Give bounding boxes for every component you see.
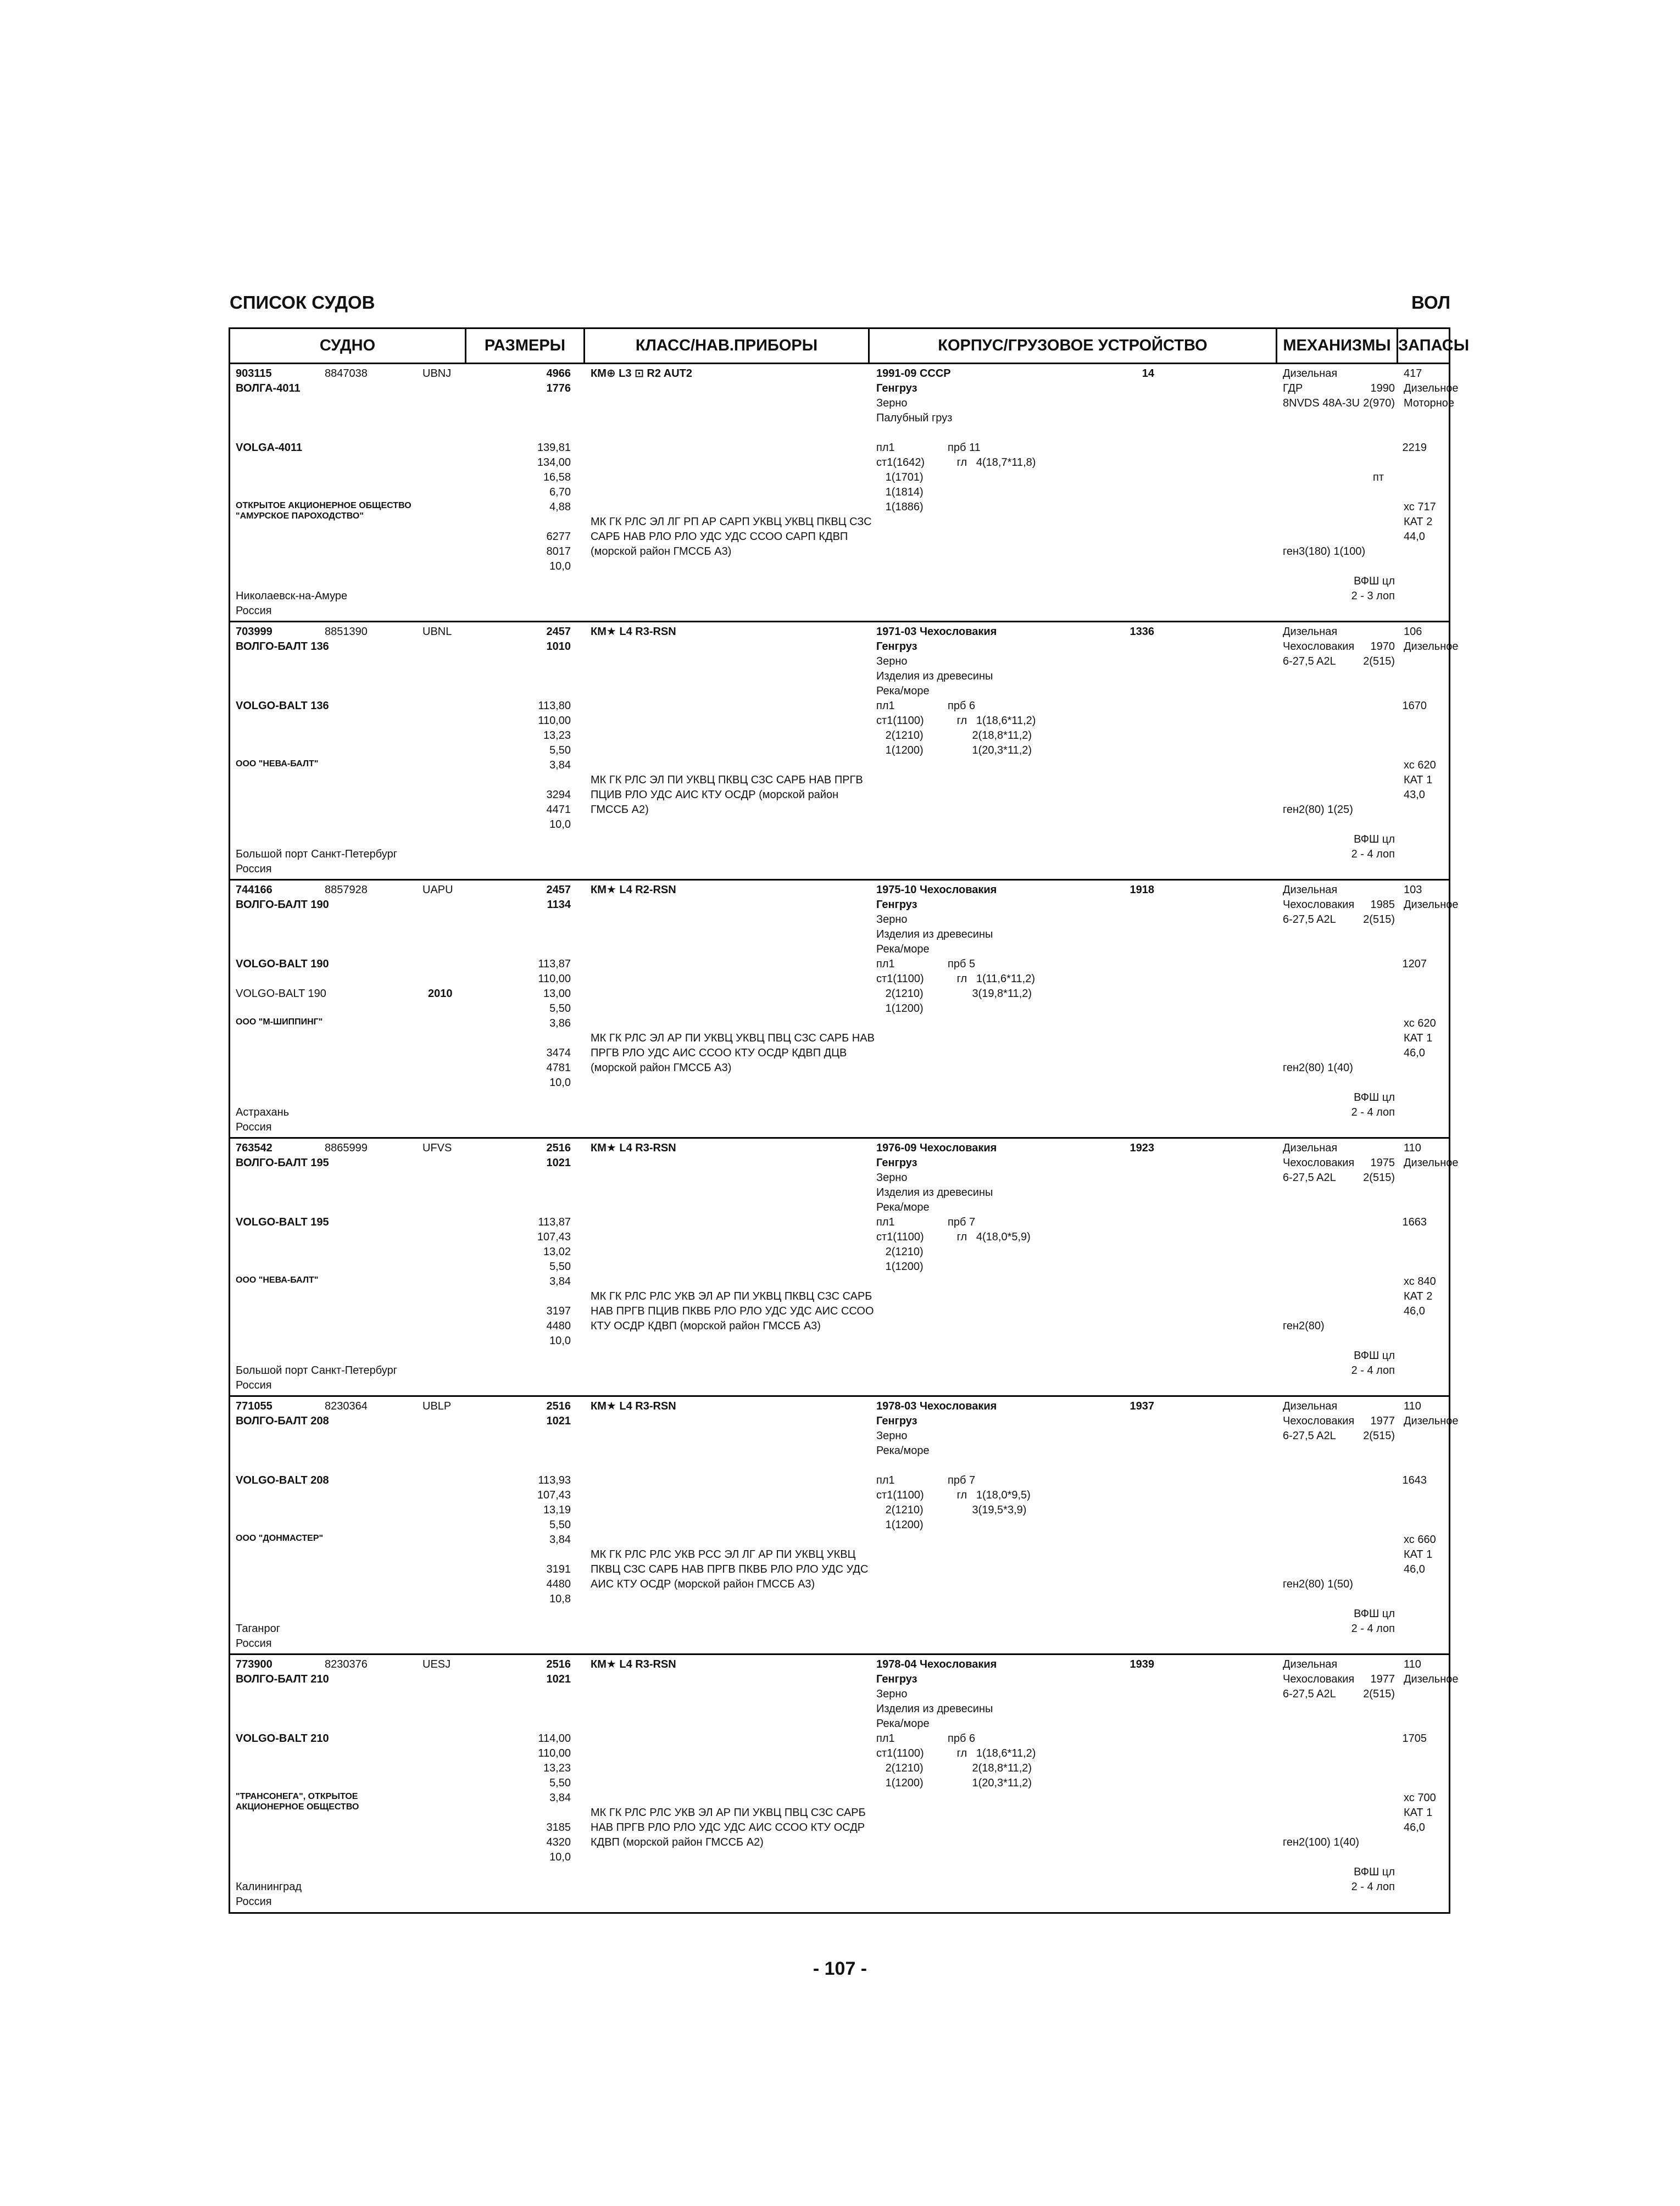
engine-year: 1985 bbox=[1370, 899, 1395, 911]
call-sign: UFVS bbox=[422, 1142, 452, 1154]
navigation-equipment: МК ГК РЛС ЭЛ АР ПИ УКВЦ УКВЦ ПВЦ СЗС САРБ НАВ ПРГВ РЛО УДС АИС ССОО КТУ ОСДР КДВП ДЦВ (морской район ГМССБ А3) bbox=[591, 1032, 875, 1074]
holds-capacity: пл1 ст1(1642) 1(1701) 1(1814) 1(1886) bbox=[876, 442, 925, 513]
cargo-types: Зерно Изделия из древесины Река/море bbox=[876, 1688, 993, 1730]
stores-value: 110 bbox=[1404, 1658, 1421, 1670]
propeller: ВФШ цл 2 - 4 лоп bbox=[1351, 833, 1395, 860]
propeller: ВФШ цл 2 - 4 лоп bbox=[1351, 1608, 1395, 1635]
gross-tonnage: 2516 bbox=[546, 1142, 571, 1154]
fuel-type: Дизельное bbox=[1404, 1157, 1459, 1169]
home-port: Большой порт Санкт-Петербург bbox=[236, 1364, 398, 1377]
column-header-hull: КОРПУС/ГРУЗОВОЕ УСТРОЙСТВО bbox=[870, 329, 1277, 363]
gross-tonnage: 2516 bbox=[546, 1658, 571, 1670]
ship-record bbox=[230, 1655, 1459, 1913]
stores-value: 106 bbox=[1404, 626, 1422, 638]
fuel-capacity: 1670 bbox=[1402, 700, 1427, 712]
hatch-sizes: прб 6 гл 1(18,6*11,2) 2(18,8*11,2) 1(20,3*11,2) bbox=[948, 1733, 1036, 1789]
net-tonnage: 1021 bbox=[546, 1415, 571, 1427]
generators: ген2(80) 1(50) bbox=[1283, 1578, 1353, 1590]
hull-type: Генгруз bbox=[876, 382, 917, 394]
engine-year: 1990 bbox=[1370, 382, 1395, 394]
propeller: ВФШ цл 2 - 4 лоп bbox=[1351, 1350, 1395, 1377]
engine-country: Чехословакия bbox=[1283, 899, 1355, 911]
speed-class: хс 700 КАТ 1 46,0 bbox=[1404, 1792, 1436, 1834]
imo-number: 8851390 bbox=[325, 626, 368, 638]
holds-capacity: пл1 ст1(1100) 2(1210) 1(1200) bbox=[876, 700, 924, 756]
registry-number: 773900 bbox=[236, 1658, 272, 1670]
stores-value: 110 bbox=[1404, 1400, 1421, 1412]
registry-number: 771055 bbox=[236, 1400, 272, 1412]
propeller: ВФШ цл 2 - 4 лоп bbox=[1351, 1866, 1395, 1893]
call-sign: UESJ bbox=[422, 1658, 451, 1670]
build-number: 1918 bbox=[1130, 884, 1154, 896]
registry-number: 763542 bbox=[236, 1142, 272, 1154]
build-info: 1978-04 Чехословакия bbox=[876, 1658, 997, 1670]
cargo-types: Зерно Изделия из древесины Река/море bbox=[876, 655, 993, 697]
column-header-ship: СУДНО bbox=[230, 329, 466, 363]
generators: ген2(80) 1(40) bbox=[1283, 1062, 1353, 1074]
gross-tonnage: 2457 bbox=[546, 884, 571, 896]
engine-power: 2(515) bbox=[1363, 1688, 1395, 1700]
generators: ген2(80) 1(25) bbox=[1283, 804, 1353, 816]
column-header-dimensions: РАЗМЕРЫ bbox=[466, 329, 585, 363]
generators: ген2(80) bbox=[1283, 1320, 1325, 1332]
ship-owner: ООО "ДОНМАСТЕР" bbox=[236, 1534, 324, 1543]
deadweight: 3197 4480 10,0 bbox=[546, 1305, 571, 1347]
speed-class: хс 620 КАТ 1 46,0 bbox=[1404, 1017, 1436, 1059]
hatch-sizes: прб 7 гл 4(18,0*5,9) bbox=[948, 1216, 1031, 1243]
engine-type: Дизельная bbox=[1283, 1658, 1338, 1670]
home-port: Николаевск-на-Амуре bbox=[236, 590, 348, 602]
fuel-capacity: 1705 bbox=[1402, 1733, 1427, 1745]
hull-type: Генгруз bbox=[876, 640, 917, 653]
imo-number: 8865999 bbox=[325, 1142, 368, 1154]
engine-power: 2(515) bbox=[1363, 1172, 1395, 1184]
engine-model: 6-27,5 A2L bbox=[1283, 1430, 1336, 1442]
ship-owner: ООО "НЕВА-БАЛТ" bbox=[236, 1275, 319, 1285]
ship-record bbox=[230, 364, 1459, 622]
deadweight: 6277 8017 10,0 bbox=[546, 531, 571, 572]
hull-type: Генгруз bbox=[876, 1673, 917, 1685]
stores-value: 417 bbox=[1404, 367, 1422, 380]
fuel-type: Дизельное bbox=[1404, 1415, 1459, 1427]
imo-number: 8857928 bbox=[325, 884, 368, 896]
call-sign: UAPU bbox=[422, 884, 453, 896]
flag-country: Россия bbox=[236, 1896, 272, 1908]
ship-name-latin: VOLGO-BALT 136 bbox=[236, 700, 329, 712]
call-sign: UBNL bbox=[422, 626, 452, 638]
net-tonnage: 1134 bbox=[547, 899, 571, 911]
stores-value: 103 bbox=[1404, 884, 1422, 896]
cargo-types: Зерно Изделия из древесины Река/море bbox=[876, 1172, 993, 1213]
engine-type: Дизельная bbox=[1283, 367, 1338, 380]
home-port: Астрахань bbox=[236, 1106, 290, 1118]
page-header-left: СПИСОК СУДОВ bbox=[230, 292, 375, 313]
home-port: Большой порт Санкт-Петербург bbox=[236, 848, 398, 860]
ship-name-latin: VOLGA-4011 bbox=[236, 442, 303, 454]
engine-model: 6-27,5 A2L bbox=[1283, 1688, 1336, 1700]
net-tonnage: 1021 bbox=[546, 1157, 571, 1169]
hatch-sizes: прб 6 гл 1(18,6*11,2) 2(18,8*11,2) 1(20,3*11,2) bbox=[948, 700, 1036, 756]
fuel-capacity: 1207 bbox=[1402, 958, 1427, 970]
deadweight: 3294 4471 10,0 bbox=[546, 789, 571, 831]
engine-power: 2(515) bbox=[1363, 655, 1395, 667]
fuel-type: Дизельное bbox=[1404, 899, 1459, 911]
build-info: 1971-03 Чехословакия bbox=[876, 626, 997, 638]
engine-model: 6-27,5 A2L bbox=[1283, 655, 1336, 667]
main-dimensions: 139,81 134,00 16,58 6,70 4,88 bbox=[537, 442, 571, 513]
build-number: 1939 bbox=[1130, 1658, 1154, 1670]
fuel-capacity: 1643 bbox=[1402, 1474, 1427, 1486]
class-notation: КМ★ L4 R2-RSN bbox=[591, 884, 676, 896]
ship-record bbox=[230, 622, 1459, 881]
ship-name-latin: VOLGO-BALT 208 bbox=[236, 1474, 329, 1486]
build-info: 1976-09 Чехословакия bbox=[876, 1142, 997, 1154]
engine-country: Чехословакия bbox=[1283, 640, 1355, 653]
engine-type: Дизельная bbox=[1283, 626, 1338, 638]
main-dimensions: 113,80 110,00 13,23 5,50 3,84 bbox=[538, 700, 571, 771]
fuel-capacity: 2219 bbox=[1402, 442, 1427, 454]
navigation-equipment: МК ГК РЛС ЭЛ ПИ УКВЦ ПКВЦ СЗС САРБ НАВ ПРГВ ПЦИВ РЛО УДС АИС КТУ ОСДР (морской район ГМССБ А2) bbox=[591, 774, 863, 816]
class-notation: КМ⊕ L3 ⊡ R2 AUT2 bbox=[591, 367, 692, 380]
engine-country: Чехословакия bbox=[1283, 1673, 1355, 1685]
hatch-sizes: прб 7 гл 1(18,0*9,5) 3(19,5*3,9) bbox=[948, 1474, 1031, 1516]
engine-model: 6-27,5 A2L bbox=[1283, 1172, 1336, 1184]
call-sign: UBLP bbox=[422, 1400, 452, 1412]
holds-capacity: пл1 ст1(1100) 2(1210) 1(1200) bbox=[876, 1216, 924, 1273]
propeller: ВФШ цл 2 - 3 лоп bbox=[1351, 575, 1395, 602]
ship-name: ВОЛГО-БАЛТ 195 bbox=[236, 1157, 329, 1169]
table-header bbox=[230, 329, 1470, 364]
hatch-sizes: прб 11 гл 4(18,7*11,8) bbox=[948, 442, 1036, 469]
engine-country: ГДР bbox=[1283, 382, 1303, 394]
imo-number: 8230364 bbox=[325, 1400, 368, 1412]
engine-year: 1977 bbox=[1370, 1673, 1395, 1685]
ship-name: ВОЛГО-БАЛТ 210 bbox=[236, 1673, 329, 1685]
ship-record bbox=[230, 1397, 1459, 1655]
engine-country: Чехословакия bbox=[1283, 1415, 1355, 1427]
engine-power: 2(515) bbox=[1363, 1430, 1395, 1442]
propeller: ВФШ цл 2 - 4 лоп bbox=[1351, 1091, 1395, 1118]
navigation-equipment: МК ГК РЛС РЛС УКВ ЭЛ АР ПИ УКВЦ ПКВЦ СЗС САРБ НАВ ПРГВ ПЦИВ ПКВБ РЛО РЛО УДС УДС АИС ССОО КТУ ОСДР КДВП (морской район ГМССБ А3) bbox=[591, 1290, 874, 1332]
ship-name: ВОЛГО-БАЛТ 190 bbox=[236, 899, 329, 911]
cargo-types: Зерно Река/море bbox=[876, 1430, 930, 1457]
ship-name: ВОЛГА-4011 bbox=[236, 382, 301, 394]
build-info: 1991-09 СССР bbox=[876, 367, 951, 380]
hull-type: Генгруз bbox=[876, 899, 917, 911]
net-tonnage: 1010 bbox=[546, 640, 571, 653]
column-header-stores: ЗАПАСЫ bbox=[1398, 337, 1470, 354]
ship-record bbox=[230, 1139, 1459, 1397]
engine-model: 6-27,5 A2L bbox=[1283, 913, 1336, 926]
class-notation: КМ★ L4 R3-RSN bbox=[591, 626, 676, 638]
stores-value: 110 bbox=[1404, 1142, 1421, 1154]
speed-class: хс 840 КАТ 2 46,0 bbox=[1404, 1275, 1436, 1317]
build-info: 1978-03 Чехословакия bbox=[876, 1400, 997, 1412]
class-notation: КМ★ L4 R3-RSN bbox=[591, 1658, 676, 1670]
navigation-equipment: МК ГК РЛС РЛС УКВ ЭЛ АР ПИ УКВЦ ПВЦ СЗС САРБ НАВ ПРГВ РЛО РЛО УДС УДС АИС ССОО КТУ ОСДР КДВП (морской район ГМССБ А2) bbox=[591, 1807, 866, 1848]
engine-model: 8NVDS 48A-3U bbox=[1283, 397, 1360, 409]
cargo-types: Зерно Палубный груз bbox=[876, 397, 953, 424]
main-dimensions: 113,87 110,00 13,00 5,50 3,86 bbox=[538, 958, 571, 1029]
engine-country: Чехословакия bbox=[1283, 1157, 1355, 1169]
engine-type: Дизельная bbox=[1283, 1142, 1338, 1154]
registry-number: 744166 bbox=[236, 884, 272, 896]
ship-owner: ОТКРЫТОЕ АКЦИОНЕРНОЕ ОБЩЕСТВО "АМУРСКОЕ ПАРОХОДСТВО" bbox=[236, 501, 411, 521]
page-header-right: ВОЛ bbox=[1411, 292, 1450, 313]
speed-class: хс 660 КАТ 1 46,0 bbox=[1404, 1534, 1436, 1575]
deadweight: 3185 4320 10,0 bbox=[546, 1821, 571, 1863]
call-sign: UBNJ bbox=[422, 367, 452, 380]
flag-country: Россия bbox=[236, 605, 272, 617]
hull-type: Генгруз bbox=[876, 1157, 917, 1169]
engine-year: 1977 bbox=[1370, 1415, 1395, 1427]
ship-name: ВОЛГО-БАЛТ 136 bbox=[236, 640, 329, 653]
page-number: - 107 - bbox=[813, 1958, 867, 1979]
main-dimensions: 113,87 107,43 13,02 5,50 3,84 bbox=[537, 1216, 571, 1288]
ship-name-latin: VOLGO-BALT 210 bbox=[236, 1733, 329, 1745]
registry-number: 703999 bbox=[236, 626, 272, 638]
gross-tonnage: 2516 bbox=[546, 1400, 571, 1412]
holds-capacity: пл1 ст1(1100) 2(1210) 1(1200) bbox=[876, 1474, 924, 1531]
main-dimensions: 113,93 107,43 13,19 5,50 3,84 bbox=[537, 1474, 571, 1546]
cargo-types: Зерно Изделия из древесины Река/море bbox=[876, 913, 993, 955]
imo-number: 8230376 bbox=[325, 1658, 368, 1670]
column-header-machinery: МЕХАНИЗМЫ bbox=[1277, 329, 1398, 363]
home-port: Таганрог bbox=[236, 1623, 281, 1635]
fuel-type: Дизельное Моторное bbox=[1404, 382, 1459, 409]
holds-capacity: пл1 ст1(1100) 2(1210) 1(1200) bbox=[876, 1733, 924, 1789]
ship-former-name-year: 2010 bbox=[428, 988, 453, 1000]
holds-capacity: пл1 ст1(1100) 2(1210) 1(1200) bbox=[876, 958, 924, 1015]
ship-name-latin: VOLGO-BALT 190 bbox=[236, 958, 329, 970]
speed-class: хс 717 КАТ 2 44,0 bbox=[1404, 501, 1436, 543]
net-tonnage: 1021 bbox=[546, 1673, 571, 1685]
fuel-type: Дизельное bbox=[1404, 1673, 1459, 1685]
gross-tonnage: 4966 bbox=[546, 367, 571, 380]
ship-former-name: VOLGO-BALT 190 bbox=[236, 988, 326, 1000]
fuel-capacity: 1663 bbox=[1402, 1216, 1427, 1228]
ship-owner: "ТРАНСОНЕГА", ОТКРЫТОЕ АКЦИОНЕРНОЕ ОБЩЕСТВО bbox=[236, 1792, 359, 1812]
stores-extra: пт bbox=[1373, 471, 1384, 483]
home-port: Калининград bbox=[236, 1881, 302, 1893]
ship-owner: ООО "М-ШИППИНГ" bbox=[236, 1017, 323, 1027]
flag-country: Россия bbox=[236, 1637, 272, 1650]
hatch-sizes: прб 5 гл 1(11,6*11,2) 3(19,8*11,2) bbox=[948, 958, 1035, 1000]
build-number: 1336 bbox=[1130, 626, 1154, 638]
registry-number: 903115 bbox=[236, 367, 272, 380]
class-notation: КМ★ L4 R3-RSN bbox=[591, 1142, 676, 1154]
deadweight: 3191 4480 10,8 bbox=[546, 1563, 571, 1605]
build-info: 1975-10 Чехословакия bbox=[876, 884, 997, 896]
column-header-class: КЛАСС/НАВ.ПРИБОРЫ bbox=[585, 329, 870, 363]
engine-year: 1975 bbox=[1370, 1157, 1395, 1169]
engine-type: Дизельная bbox=[1283, 884, 1338, 896]
build-number: 1923 bbox=[1130, 1142, 1154, 1154]
build-number: 14 bbox=[1142, 367, 1154, 380]
class-notation: КМ★ L4 R3-RSN bbox=[591, 1400, 676, 1412]
flag-country: Россия bbox=[236, 863, 272, 875]
ship-record bbox=[230, 881, 1459, 1139]
engine-power: 2(515) bbox=[1363, 913, 1395, 926]
net-tonnage: 1776 bbox=[546, 382, 571, 394]
generators: ген3(180) 1(100) bbox=[1283, 545, 1366, 558]
engine-type: Дизельная bbox=[1283, 1400, 1338, 1412]
flag-country: Россия bbox=[236, 1121, 272, 1133]
fuel-type: Дизельное bbox=[1404, 640, 1459, 653]
build-number: 1937 bbox=[1130, 1400, 1154, 1412]
gross-tonnage: 2457 bbox=[546, 626, 571, 638]
speed-class: хс 620 КАТ 1 43,0 bbox=[1404, 759, 1436, 801]
ship-list-table bbox=[229, 327, 1470, 1914]
imo-number: 8847038 bbox=[325, 367, 368, 380]
hull-type: Генгруз bbox=[876, 1415, 917, 1427]
engine-power: 2(970) bbox=[1363, 397, 1395, 409]
ship-name: ВОЛГО-БАЛТ 208 bbox=[236, 1415, 329, 1427]
generators: ген2(100) 1(40) bbox=[1283, 1836, 1360, 1848]
flag-country: Россия bbox=[236, 1379, 272, 1391]
main-dimensions: 114,00 110,00 13,23 5,50 3,84 bbox=[538, 1733, 571, 1804]
ship-name-latin: VOLGO-BALT 195 bbox=[236, 1216, 329, 1228]
navigation-equipment: МК ГК РЛС ЭЛ ЛГ РП АР САРП УКВЦ УКВЦ ПКВЦ СЗС САРБ НАВ РЛО РЛО УДС УДС ССОО САРП КДВП (морской район ГМССБ А3) bbox=[591, 516, 872, 558]
navigation-equipment: МК ГК РЛС РЛС УКВ РСС ЭЛ ЛГ АР ПИ УКВЦ УКВЦ ПКВЦ СЗС САРБ НАВ ПРГВ ПКВБ РЛО РЛО УДС УДС АИС КТУ ОСДР (морской район ГМССБ А3) bbox=[591, 1548, 869, 1590]
deadweight: 3474 4781 10,0 bbox=[546, 1047, 571, 1089]
ship-owner: ООО "НЕВА-БАЛТ" bbox=[236, 759, 319, 768]
engine-year: 1970 bbox=[1370, 640, 1395, 653]
